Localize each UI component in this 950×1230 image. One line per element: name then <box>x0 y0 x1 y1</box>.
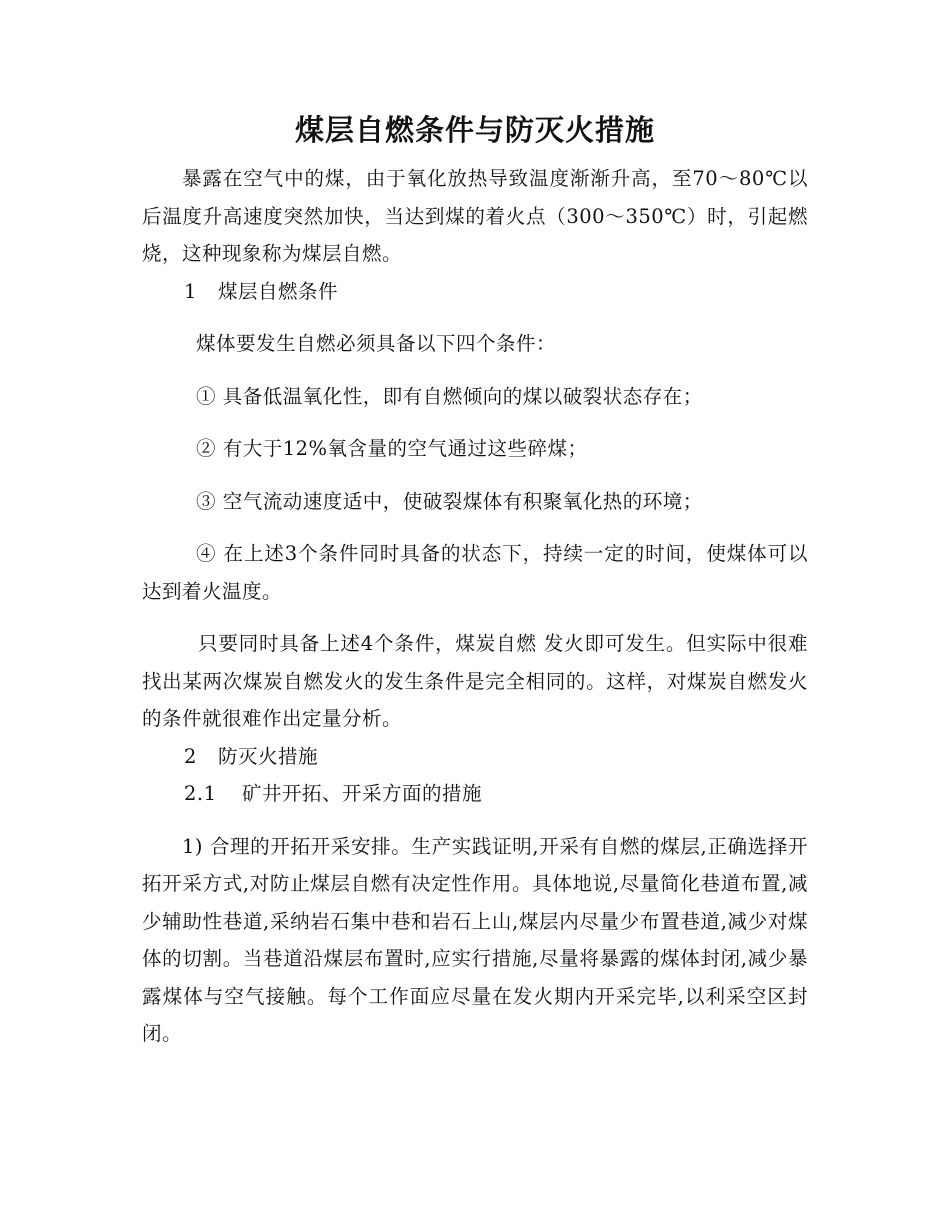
condition-item-2: ② 有大于12%氧含量的空气通过这些碎煤； <box>196 437 588 460</box>
intro-paragraph: 暴露在空气中的煤，由于氧化放热导致温度渐渐升高，至70～80℃以后温度升高速度突然加快，当达到煤的着火点（300～350℃）时，引起燃烧，这种现象称为煤层自燃。 <box>142 167 808 265</box>
section-2-1-heading <box>142 775 808 813</box>
conditions-lead: 煤体要发生自燃必须具备以下四个条件： <box>196 332 557 355</box>
condition-item-4: ④ 在上述3个条件同时具备的状态下，持续一定的时间，使煤体可以达到着火温度。 <box>142 542 808 603</box>
section-1-heading <box>142 273 808 311</box>
condition-item-1: ① 具备低温氧化性，即有自燃倾向的煤以破裂状态存在； <box>196 384 703 408</box>
section-1-number: 1 <box>184 279 197 303</box>
section-1-title: 煤层自燃条件 <box>218 279 339 303</box>
conditions-summary: 只要同时具备上述4个条件，煤炭自燃 发火即可发生。但实际中很难找出某两次煤炭自燃发火的发生条件是完全相同的。这样，对煤炭自燃发火的条件就很难作出定量分析。 <box>142 632 808 730</box>
page-title: 煤层自燃条件与防灭火措施 <box>294 113 655 147</box>
section-2-number: 2 <box>184 744 197 768</box>
section-2-title: 防灭火措施 <box>218 744 319 768</box>
condition-item-3: ③ 空气流动速度适中，使破裂煤体有积聚氧化热的环境； <box>196 489 703 513</box>
section-2-1-title: 矿井开拓、开采方面的措施 <box>242 782 483 805</box>
section-2-1-paragraph: 1) 合理的开拓开采安排。生产实践证明,开采有自燃的煤层,正确选择开拓开采方式,对防止煤层自燃有决定性作用。具体地说,尽量简化巷道布置,减少辅助性巷道,采纳岩石集中巷和岩石上山,煤层内尽量少布置巷道,减少对煤体的切割。当巷道沿煤层布置时,应实行措施,尽量将暴露的煤体封闭,减少暴露煤体与空气接触。每个工作面应尽量在发火期内开采完毕,以利采空区封闭。 <box>142 834 808 1045</box>
section-2-heading <box>142 738 808 776</box>
section-2-1-number: 2.1 <box>184 782 217 805</box>
